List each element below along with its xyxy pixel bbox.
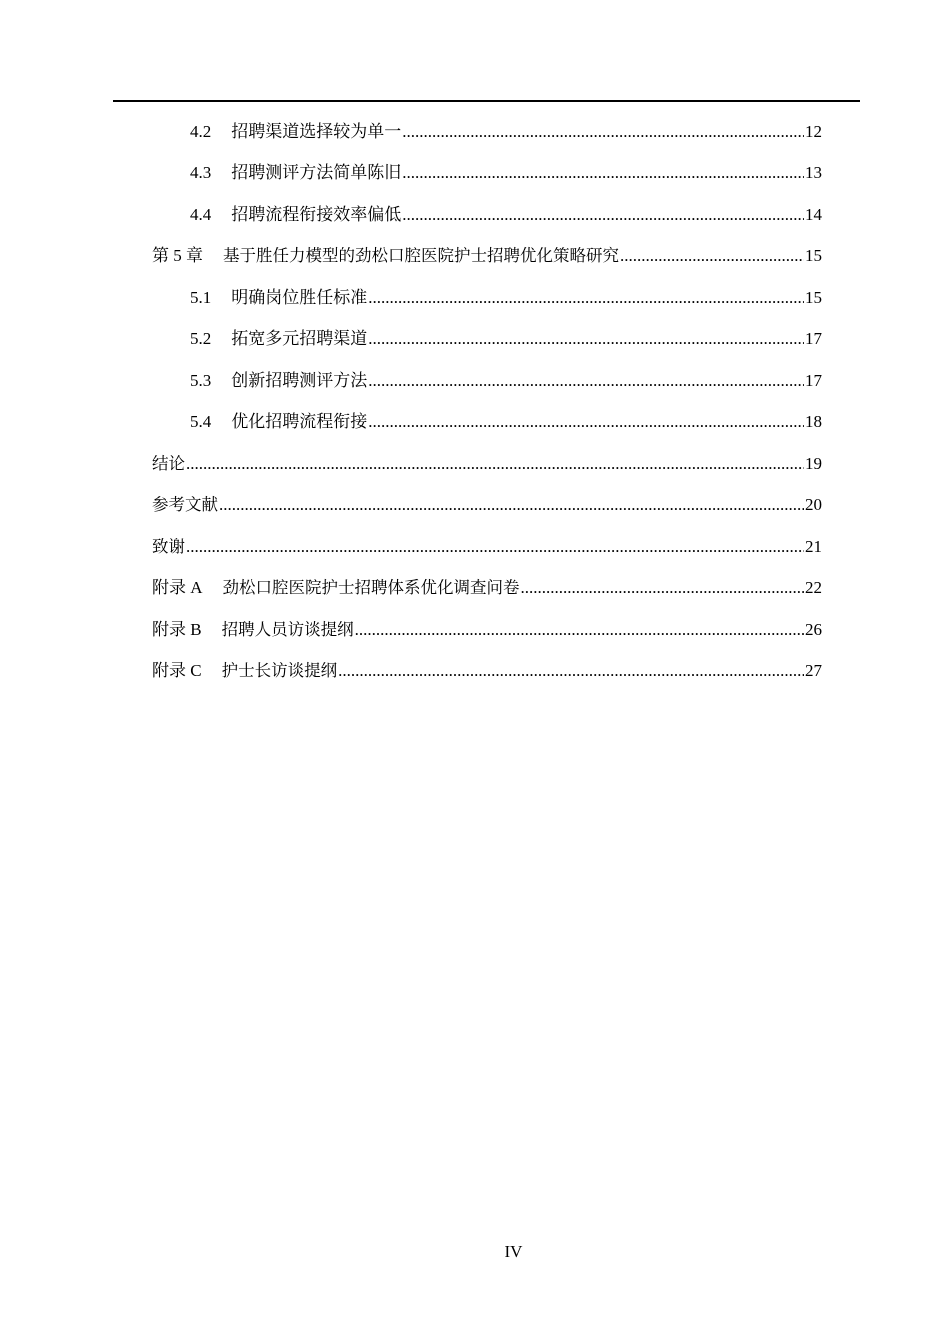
- toc-entry-number: 4.2: [190, 122, 212, 141]
- toc-entry-number: 4.4: [190, 205, 212, 224]
- toc-entry-title: 明确岗位胜任标准: [231, 288, 368, 307]
- toc-entry-page: 19: [805, 454, 822, 473]
- toc-entry-page: 14: [805, 205, 822, 224]
- toc-entry-page: 21: [805, 537, 822, 556]
- toc-entry-chapter-5[interactable]: [152, 244, 822, 268]
- toc-dot-leader: [186, 452, 804, 476]
- toc-dot-leader: [368, 410, 804, 434]
- toc-entry-title: 结论: [152, 454, 185, 473]
- toc-dot-leader: [402, 161, 804, 185]
- toc-entry-page: 17: [805, 371, 822, 390]
- toc-entry-page: 17: [805, 329, 822, 348]
- toc-entry-page: 20: [805, 495, 822, 514]
- toc-entry-number: 附录 B: [152, 620, 202, 639]
- toc-entry-title: 招聘人员访谈提纲: [221, 620, 354, 639]
- toc-dot-leader: [368, 369, 804, 393]
- toc-entry-number: 5.4: [190, 412, 212, 431]
- header-rule: [113, 100, 860, 102]
- toc-entry-title: 护士长访谈提纲: [221, 661, 338, 680]
- toc-entry-4-3[interactable]: [190, 161, 822, 185]
- toc-entry-number: 第 5 章: [152, 246, 203, 265]
- toc-entry-references[interactable]: [152, 493, 822, 517]
- toc-entry-5-1[interactable]: [190, 286, 822, 310]
- toc-entry-4-4[interactable]: [190, 203, 822, 227]
- toc-entry-page: 26: [805, 620, 822, 639]
- toc-entry-5-4[interactable]: [190, 410, 822, 434]
- toc-dot-leader: [219, 493, 804, 517]
- toc-entry-appendix-b[interactable]: [152, 618, 822, 642]
- toc-dot-leader: [521, 576, 804, 600]
- toc-entry-appendix-a[interactable]: [152, 576, 822, 600]
- toc-entry-title: 基于胜任力模型的劲松口腔医院护士招聘优化策略研究: [223, 246, 619, 265]
- toc-dot-leader: [402, 120, 804, 144]
- toc-entry-title: 招聘渠道选择较为单一: [231, 122, 402, 141]
- toc-dot-leader: [620, 244, 804, 268]
- toc-dot-leader: [355, 618, 804, 642]
- toc-entry-page: 15: [805, 288, 822, 307]
- toc-entry-title: 创新招聘测评方法: [231, 371, 368, 390]
- toc-entry-number: 5.2: [190, 329, 212, 348]
- toc-dot-leader: [368, 286, 804, 310]
- toc-entry-5-2[interactable]: [190, 327, 822, 351]
- toc-entry-title: 致谢: [152, 537, 185, 556]
- toc-dot-leader: [402, 203, 804, 227]
- toc-entry-page: 13: [805, 163, 822, 182]
- toc-entry-appendix-c[interactable]: [152, 659, 822, 683]
- toc-entry-5-3[interactable]: [190, 369, 822, 393]
- toc-entry-title: 优化招聘流程衔接: [231, 412, 368, 431]
- toc-entry-4-2[interactable]: [190, 120, 822, 144]
- toc-dot-leader: [186, 535, 804, 559]
- toc-entry-title: 招聘测评方法简单陈旧: [231, 163, 402, 182]
- page-number: IV: [504, 1242, 523, 1261]
- toc-entry-number: 附录 A: [152, 578, 203, 597]
- toc-entry-page: 18: [805, 412, 822, 431]
- toc-dot-leader: [338, 659, 804, 683]
- toc-entry-title: 参考文献: [152, 495, 218, 514]
- toc-entry-number: 5.1: [190, 288, 212, 307]
- toc-entry-page: 12: [805, 122, 822, 141]
- toc-entry-conclusion[interactable]: [152, 452, 822, 476]
- toc-dot-leader: [368, 327, 804, 351]
- page-footer: [0, 1240, 950, 1264]
- toc-entry-acknowledgements[interactable]: [152, 535, 822, 559]
- toc-entry-number: 附录 C: [152, 661, 202, 680]
- toc-entry-title: 招聘流程衔接效率偏低: [231, 205, 402, 224]
- toc-entry-page: 22: [805, 578, 822, 597]
- toc-entry-page: 15: [805, 246, 822, 265]
- toc-entry-page: 27: [805, 661, 822, 680]
- toc-entry-number: 5.3: [190, 371, 212, 390]
- toc-entry-title: 劲松口腔医院护士招聘体系优化调查问卷: [222, 578, 520, 597]
- toc-entry-number: 4.3: [190, 163, 212, 182]
- toc-entry-title: 拓宽多元招聘渠道: [231, 329, 368, 348]
